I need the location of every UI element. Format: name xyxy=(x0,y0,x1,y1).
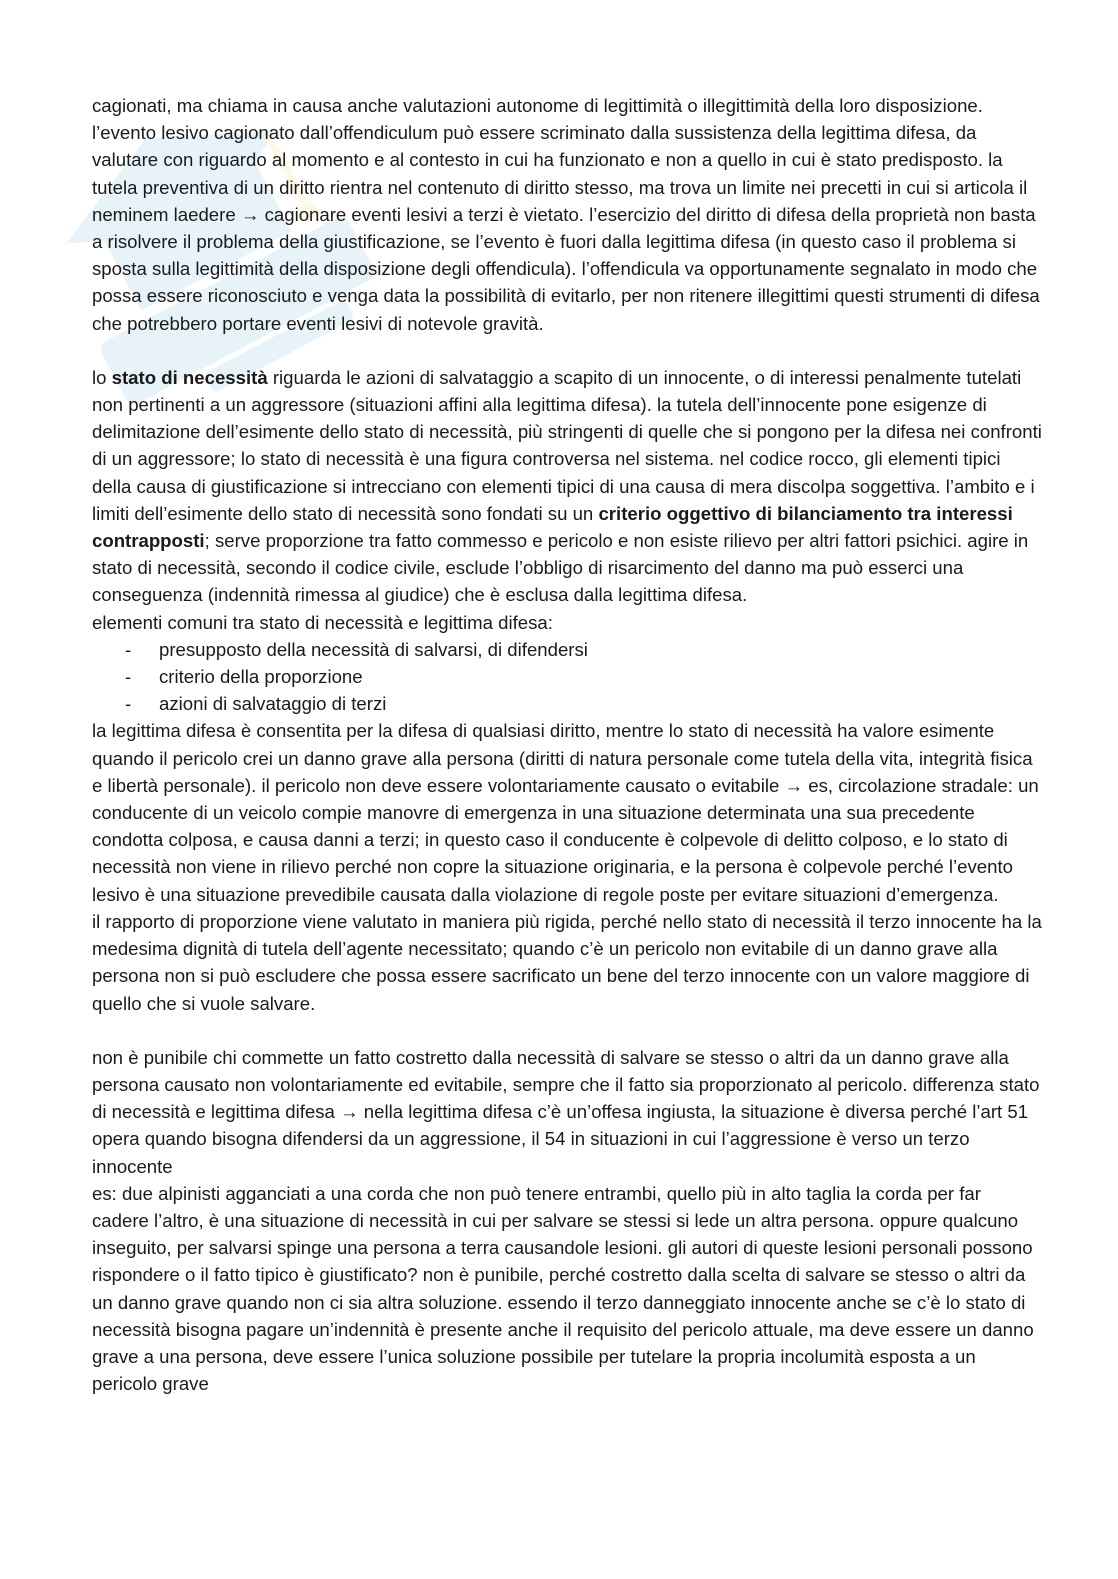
paragraph-gap xyxy=(92,1017,1042,1044)
list-intro: elementi comuni tra stato di necessità e legittima difesa: xyxy=(92,611,553,633)
text-run: riguarda le azioni di salvataggio a scapito di un innocente, o di interessi penalmente tutelati non pertinenti a un aggressore (situazioni affini alla legittima difesa). la tutela dell’innocente pone esigenze di delimitazione dell’esimente dello stato di necessità, più stringenti di quelle che si pongono per la difesa nei confronti di un aggressore; lo stato di necessità è una figura controversa nel sistema. nel codice rocco, gli elementi tipici della causa di giustificazione si intrecciano con elementi tipici di una causa di mera discolpa soggettiva. l’ambito e i limiti dell’esimente dello stato di necessità sono fondati su un xyxy=(92,366,1042,524)
list-item xyxy=(92,690,1042,717)
text-run: lo xyxy=(92,366,112,388)
paragraph-esempi: es: due alpinisti agganciati a una corda che non può tenere entrambi, quello più in alto taglia la corda per far cadere l’altro, è una situazione di necessità in cui per salvare se stessi si lede un altra persona. oppure qualcuno inseguito, per salvarsi spinge una persona a terra causandole lesioni. gli autori di queste lesioni personali possono rispondere o il fatto tipico è giustificato? non è punibile, perché costretto dalla scelta di salvare se stesso o altri da un danno grave quando non ci sia altra soluzione. essendo il terzo danneggiato innocente anche se c’è lo stato di necessità bisogna pagare un’indennità è presente anche il requisito del pericolo attuale, ma deve essere un danno grave a una persona, deve essere l’unica soluzione possibile per tutelare la propria incolumità esposta a un pericolo grave xyxy=(92,1182,1034,1395)
text-run: ; serve proporzione tra fatto commesso e pericolo e non esiste rilievo per altri fattori psichici. agire in stato di necessità, secondo il codice civile, esclude l’obbligo di risarcimento del danno ma può esserci una conseguenza (indennità rimessa al giudice) che è esclusa dalla legittima difesa. xyxy=(92,530,1029,606)
list-bullet: - xyxy=(125,693,132,715)
list-bullet: - xyxy=(125,638,132,660)
list-item xyxy=(92,636,1042,663)
bold-term: criterio oggettivo di bilanciamento tra interessi contrapposti xyxy=(92,502,1013,552)
common-elements-list xyxy=(92,636,1042,718)
list-item-text: criterio della proporzione xyxy=(159,666,363,688)
list-item-text: azioni di salvataggio di terzi xyxy=(159,693,387,715)
paragraph-proporzione: il rapporto di proporzione viene valutato in maniera più rigida, perché nello stato di necessità il terzo innocente ha la medesima dignità di tutela dell’agente necessitato; quando c’è un pericolo non evitabile di un danno grave alla persona non si può escludere che possa essere sacrificato un bene del terzo innocente con un valore maggiore di quello che si vuole salvare. xyxy=(92,910,1042,1014)
paragraph-gap xyxy=(92,337,1042,364)
list-bullet: - xyxy=(125,666,132,688)
bold-term: stato di necessità xyxy=(111,366,268,388)
document-body xyxy=(92,92,1042,1397)
paragraph-legittima-difesa: la legittima difesa è consentita per la difesa di qualsiasi diritto, mentre lo stato di necessità ha valore esimente quando il pericolo crei un danno grave alla persona (diritti di natura personale come tutela della vita, integrità fisica e libertà personale). il pericolo non deve essere volontariamente causato o evitabile → es, circolazione stradale: un conducente di un veicolo compie manovre di emergenza in una situazione determinata una sua precedente condotta colposa, e causa danni a terzi; in questo caso il conducente è colpevole di delitto colposo, e lo stato di necessità non viene in rilievo perché non copre la situazione originaria, e la persona è colpevole perché l’evento lesivo è una situazione prevedibile causata dalla violazione di regole poste per evitare situazioni d’emergenza. xyxy=(92,720,1039,905)
paragraph-offendicula: cagionati, ma chiama in causa anche valutazioni autonome di legittimità o illegittimità della loro disposizione. l’evento lesivo cagionato dall’offendiculum può essere scriminato dalla sussistenza della legittima difesa, da valutare con riguardo al momento e al contesto in cui ha funzionato e non a quello in cui è stato predisposto. la tutela preventiva di un diritto rientra nel contenuto di diritto stesso, ma trova un limite nei precetti in cui si articola il neminem laedere → cagionare eventi lesivi a terzi è vietato. l’esercizio del diritto di difesa della proprietà non basta a risolvere il problema della giustificazione, se l’evento è fuori dalla legittima difesa (in questo caso il problema si sposta sulla legittimità della disposizione degli offendicula). l’offendicula va opportunamente segnalato in modo che possa essere riconosciuto e venga data la possibilità di evitarlo, per non ritenere illegittimi questi strumenti di difesa che potrebbero portare eventi lesivi di notevole gravità. xyxy=(92,95,1040,334)
paragraph-stato-di-necessita xyxy=(92,364,1042,609)
paragraph-non-punibile: non è punibile chi commette un fatto costretto dalla necessità di salvare se stesso o altri da un danno grave alla persona causato non volontariamente ed evitabile, sempre che il fatto sia proporzionato al pericolo. differenza stato di necessità e legittima difesa → nella legittima difesa c’è un’offesa ingiusta, la situazione è diversa perché l’art 51 opera quando bisogna difendersi da un aggressione, il 54 in situazioni in cui l’aggressione è verso un terzo innocente xyxy=(92,1046,1040,1177)
list-item xyxy=(92,663,1042,690)
list-item-text: presupposto della necessità di salvarsi, di difendersi xyxy=(159,638,588,660)
